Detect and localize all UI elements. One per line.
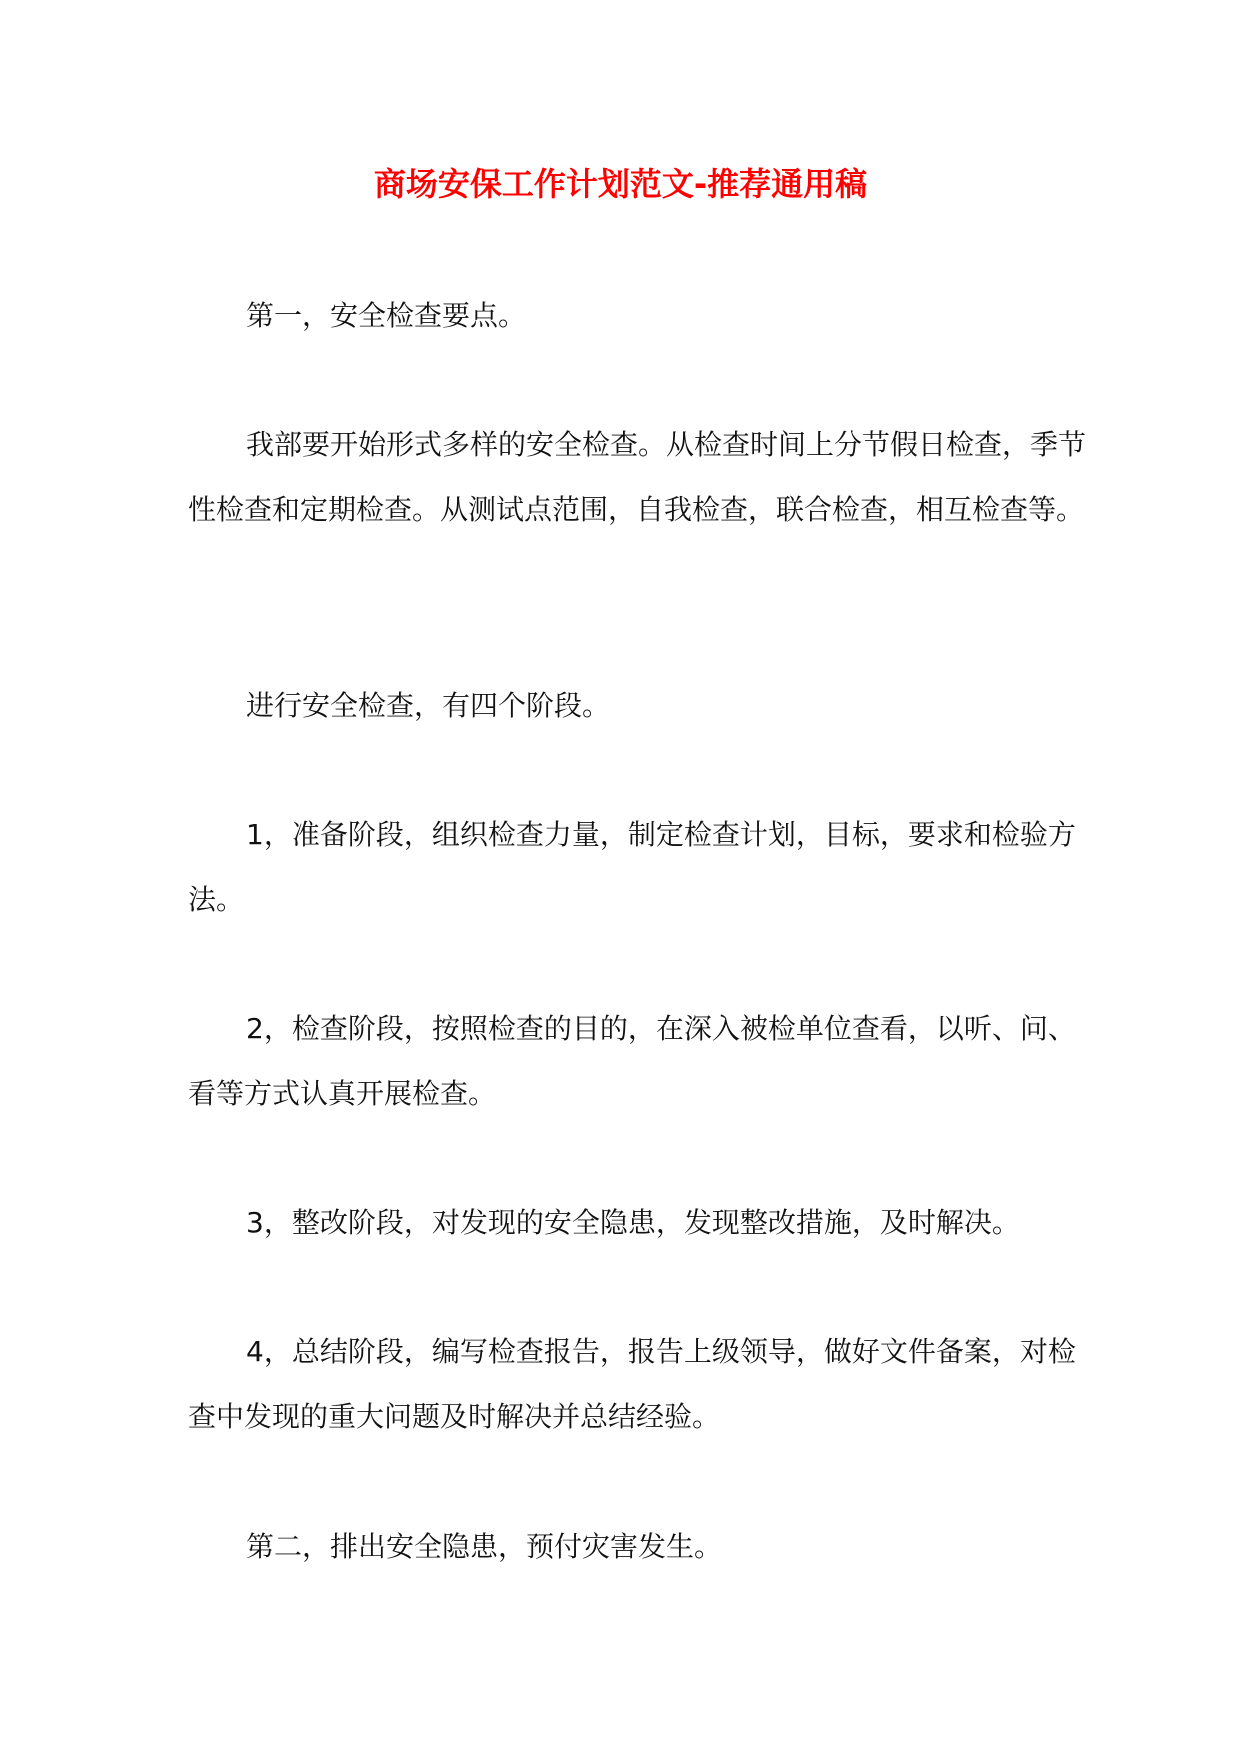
paragraph-3: 进行安全检查，有四个阶段。 [246,689,611,722]
paragraph-5: 2，检查阶段，按照检查的目的，在深入被检单位查看，以听、问、看等方式认真开展检查。 [188,1012,1076,1110]
document-title: 商场安保工作计划范文-推荐通用稿 [373,165,868,203]
paragraph-4: 1，准备阶段，组织检查力量，制定检查计划，目标，要求和检验方法。 [188,818,1076,916]
paragraph-8: 第二，排出安全隐患，预付灾害发生。 [246,1530,723,1563]
paragraph-2: 我部要开始形式多样的安全检查。从检查时间上分节假日检查，季节性检查和定期检查。从测试点范围，自我检查，联合检查，相互检查等。 [188,428,1087,526]
paragraph-1: 第一，安全检查要点。 [246,299,527,332]
paragraph-6: 3，整改阶段，对发现的安全隐患，发现整改措施，及时解决。 [246,1206,1020,1239]
paragraph-7: 4，总结阶段，编写检查报告，报告上级领导，做好文件备案，对检查中发现的重大问题及时解决并总结经验。 [188,1335,1076,1433]
